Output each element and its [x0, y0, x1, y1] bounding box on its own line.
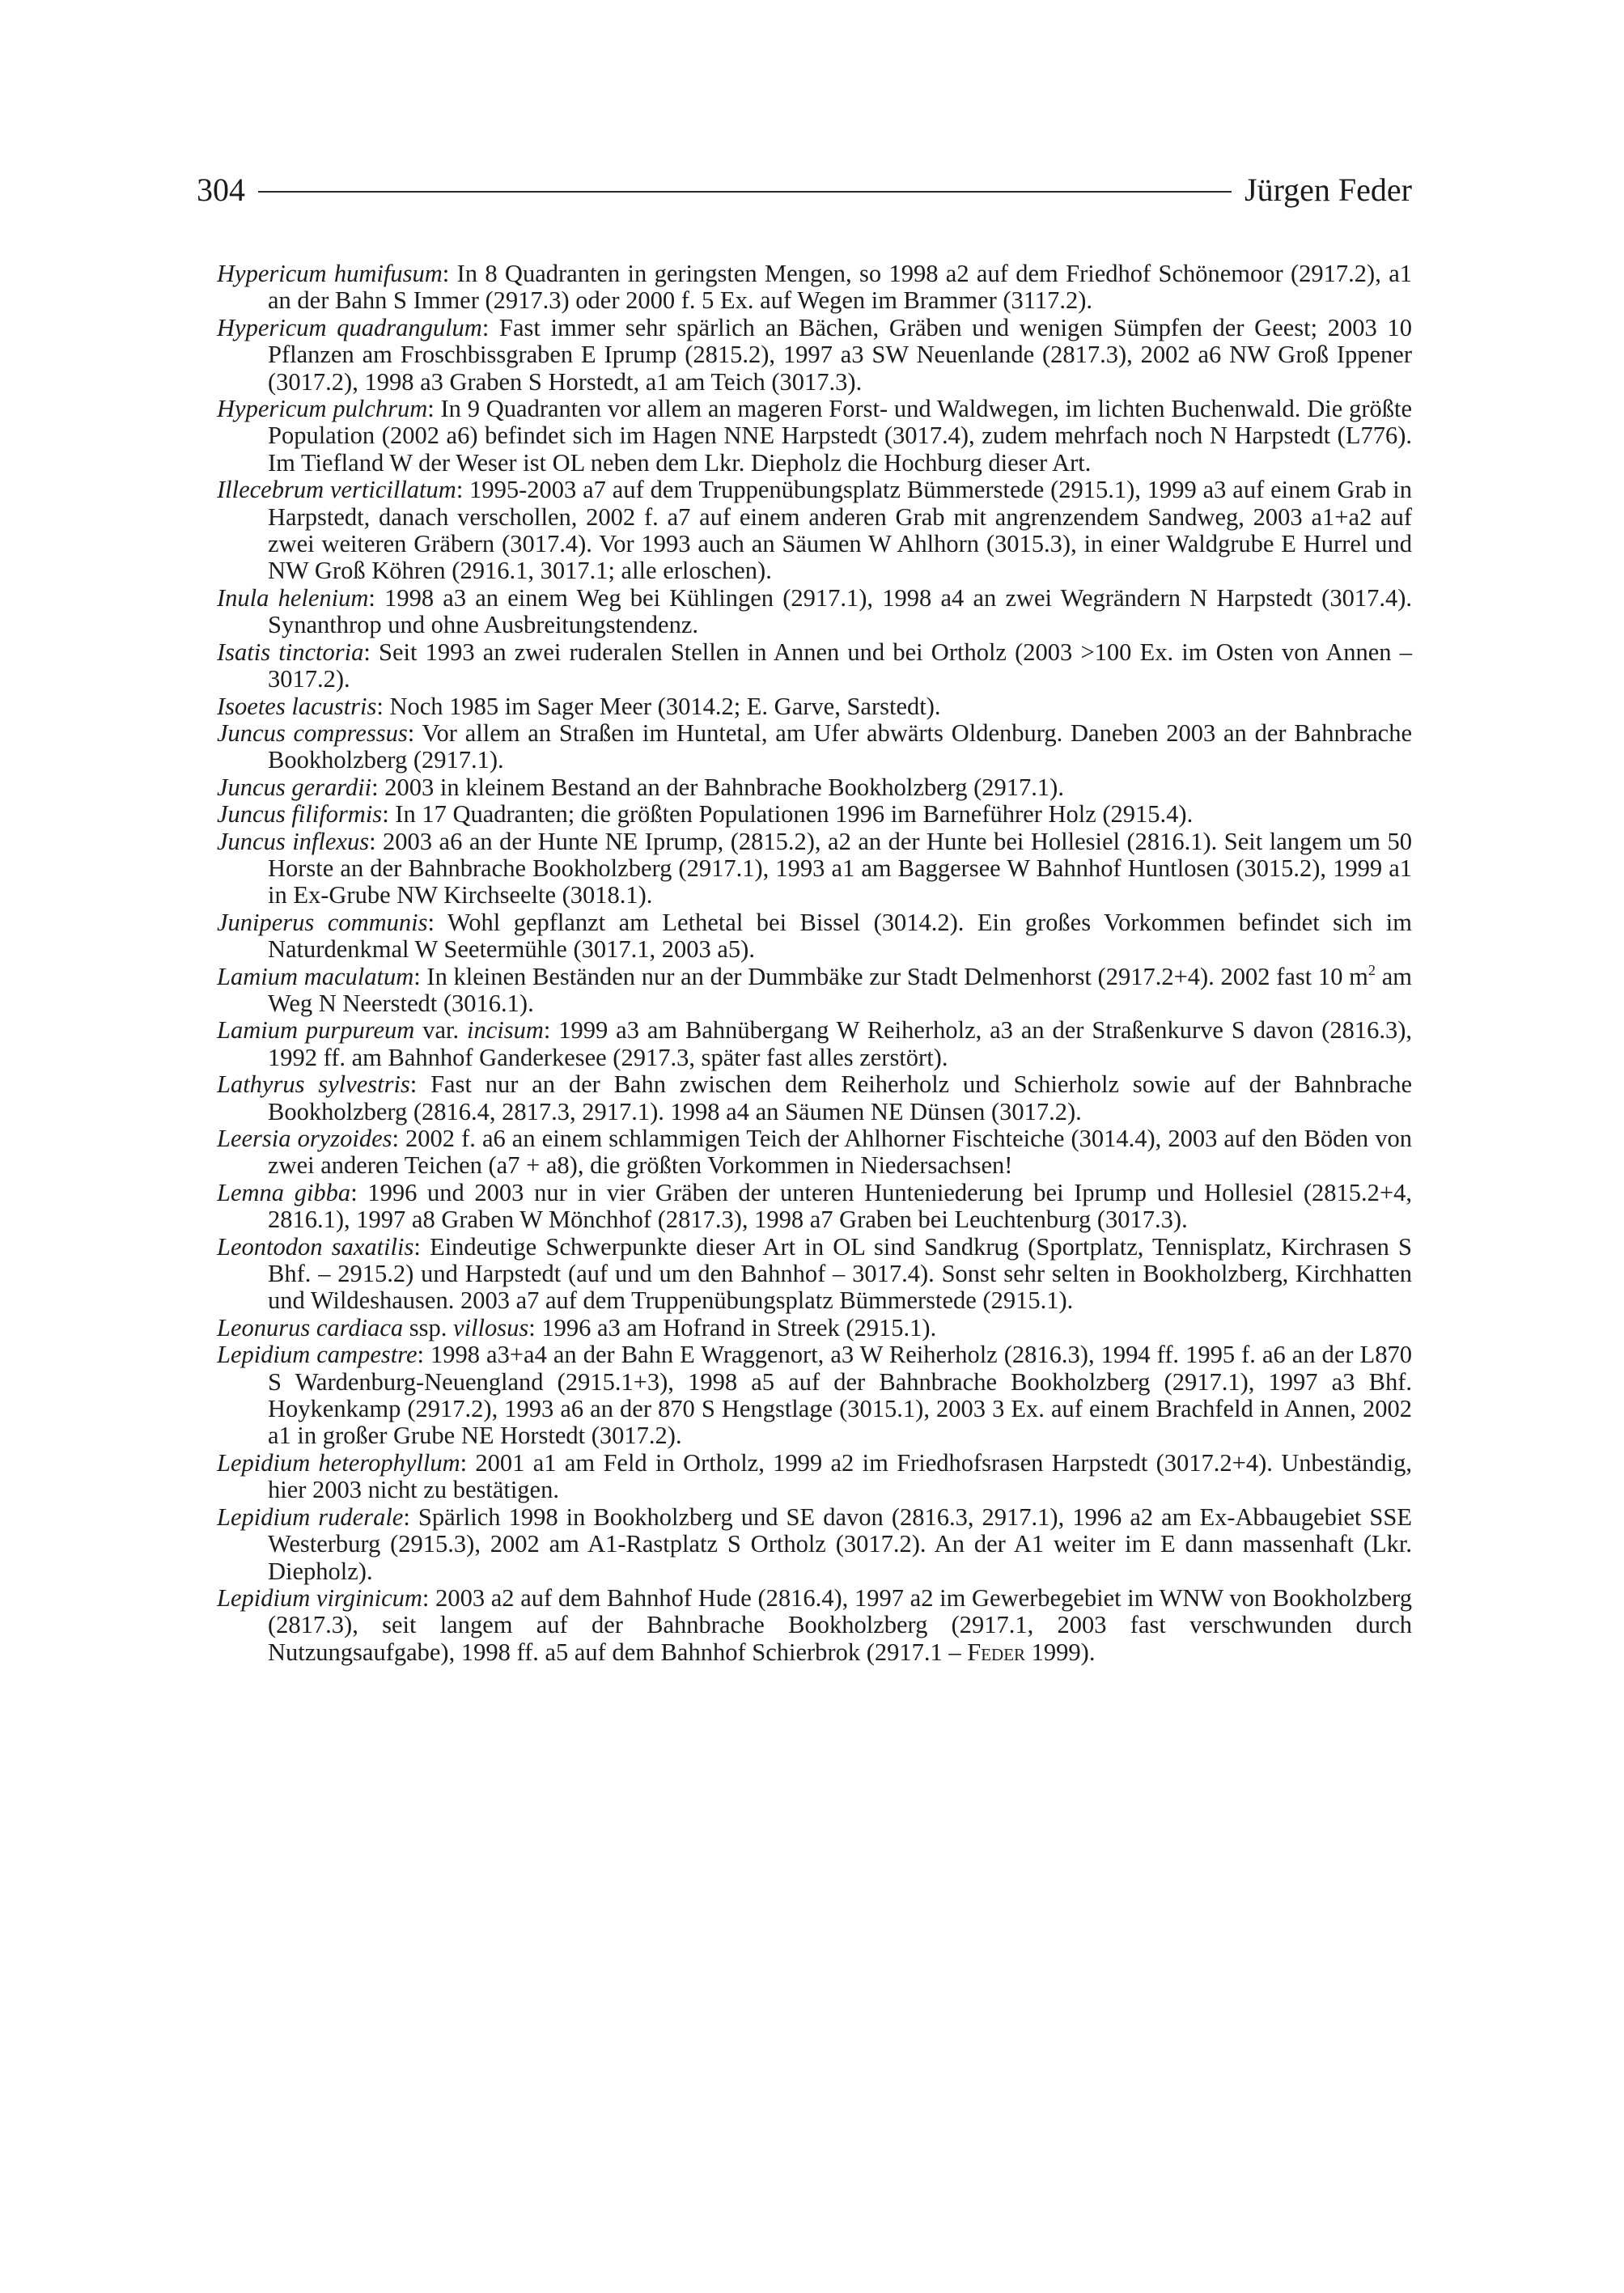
taxon-name: Lathyrus sylvestris: [217, 1070, 410, 1099]
entry-text: : 1996 und 2003 nur in vier Gräben der unteren Hunteniederung bei Iprump und Hollesiel (2815.2+4, 2816.1), 1997 a8 Graben W Mönchhof (2817.3), 1998 a7 Graben bei Leuchtenburg (3017.3).: [268, 1178, 1413, 1234]
infraspecific-name: incisum: [467, 1016, 544, 1045]
entry-text: : 1998 a3+a4 an der Bahn E Wraggenort, a3 W Reiherholz (2816.3), 1994 ff. 1995 f. a6 an der L870 S Wardenburg-Neuengland (2915.1+3), 1998 a5 auf der Bahnbrache Bookholzberg (2917.1), 1997 a3 Bhf. Hoykenkamp (2917.2), 1993 a6 an der 870 S Hengstlage (3015.1), 2003 3 Ex. auf einem Brachfeld in Annen, 2002 a1 in großer Grube NE Horstedt (3017.2).: [268, 1341, 1412, 1450]
species-entry: [217, 1450, 1412, 1504]
species-entry: [217, 639, 1412, 693]
entry-text-continued: am Weg N Neerstedt (3016.1).: [268, 962, 1412, 1017]
running-head-author: Jürgen Feder: [1245, 172, 1412, 208]
entry-text: : Wohl gepflanzt am Lethetal bei Bissel (3014.2). Ein großes Vorkommen befindet sich im Naturdenkmal W Seetermühle (3017.1, 2003 a5).: [268, 908, 1412, 964]
rank-label: ssp.: [403, 1313, 454, 1341]
species-entry: [217, 315, 1412, 396]
entry-text: : 2003 a2 auf dem Bahnhof Hude (2816.4), 1997 a2 im Gewerbegebiet im WNW von Bookholzberg (2817.3), seit langem auf der Bahnbrache Bookholzberg (2917.1, 2003 fast verschwunden durch Nutzungsaufgabe), 1998 ff. a5 auf dem Bahnhof Schierbrok (2917.1 –: [268, 1583, 1413, 1666]
page-number: 304: [197, 172, 245, 208]
species-entry: [217, 961, 1412, 1018]
taxon-name: Lamium purpureum: [217, 1016, 415, 1045]
taxon-name: Juncus filiformis: [217, 800, 383, 829]
species-entry: [217, 801, 1412, 828]
taxon-name: Lepidium ruderale: [217, 1503, 404, 1531]
species-entry: [217, 1180, 1412, 1234]
entry-text: : Vor allem an Straßen im Huntetal, am Ufer abwärts Oldenburg. Daneben 2003 an der Bahnbrache Bookholzberg (2917.1).: [268, 718, 1413, 774]
taxon-name: Hypericum quadrangulum: [217, 313, 482, 341]
rank-label: var.: [414, 1016, 467, 1045]
page-header: [197, 166, 1412, 214]
species-entries: [217, 261, 1412, 1666]
entry-text: : 2001 a1 am Feld in Ortholz, 1999 a2 im Friedhofsrasen Harpstedt (3017.2+4). Unbeständig, hier 2003 nicht zu bestätigen.: [268, 1448, 1412, 1504]
entry-text: : Fast nur an der Bahn zwischen dem Reiherholz und Schierholz sowie auf der Bahnbrache Bookholzberg (2816.4, 2817.3, 2917.1). 1998 a4 an Säumen NE Dünsen (3017.2).: [268, 1070, 1412, 1125]
taxon-name: Lamium maculatum: [217, 962, 414, 990]
taxon-name: Lepidium campestre: [217, 1341, 418, 1369]
entry-text: : Eindeutige Schwerpunkte dieser Art in OL sind Sandkrug (Sportplatz, Tennisplatz, Kirchrasen S Bhf. – 2915.2) und Harpstedt (auf und um den Bahnhof – 3017.4). Sonst sehr selten in Bookholzberg, Kirchhatten und Wildeshausen. 2003 a7 auf dem Truppenübungsplatz Bümmerstede (2915.1).: [268, 1232, 1412, 1315]
taxon-name: Hypericum humifusum: [217, 260, 443, 287]
taxon-name: Inula helenium: [217, 583, 369, 612]
taxon-name: Juncus compressus: [217, 718, 408, 747]
entry-text-continued: 1999).: [1025, 1638, 1096, 1666]
species-entry: [217, 1017, 1412, 1071]
species-entry: [217, 829, 1412, 909]
entry-text: : In 17 Quadranten; die größten Populationen 1996 im Barneführer Holz (2915.4).: [382, 800, 1194, 829]
entry-text: : 1998 a3 an einem Weg bei Kühlingen (2917.1), 1998 a4 an zwei Wegrändern N Harpstedt (3017.4). Synanthrop und ohne Ausbreitungstendenz.: [268, 583, 1412, 639]
entry-text: : Fast immer sehr spärlich an Bächen, Gräben und wenigen Sümpfen der Geest; 2003 10 Pflanzen am Froschbissgraben E Iprump (2815.2), 1997 a3 SW Neuenlande (2817.3), 2002 a6 NW Groß Ippener (3017.2), 1998 a3 Graben S Horstedt, a1 am Teich (3017.3).: [268, 313, 1412, 396]
superscript: 2: [1367, 961, 1376, 978]
taxon-name: Leersia oryzoides: [217, 1125, 392, 1152]
species-entry: [217, 1125, 1412, 1180]
taxon-name: Hypericum pulchrum: [217, 395, 428, 423]
entry-text: : Seit 1993 an zwei ruderalen Stellen in Annen und bei Ortholz (2003 >100 Ex. im Osten von Annen – 3017.2).: [268, 638, 1412, 693]
entry-text: : 2003 a6 an der Hunte NE Iprump, (2815.2), a2 an der Hunte bei Hollesiel (2816.1). Seit langem um 50 Horste an der Bahnbrache Bookholzberg (2917.1), 1993 a1 am Baggersee W Bahnhof Huntlosen (3015.2), 1999 a1 in Ex-Grube NW Kirchseelte (3018.1).: [268, 827, 1413, 909]
taxon-name: Juniperus communis: [217, 908, 428, 936]
taxon-name: Leonurus cardiaca: [217, 1313, 404, 1341]
author-citation: Feder: [967, 1638, 1026, 1666]
species-entry: [217, 1585, 1412, 1666]
species-entry: [217, 396, 1412, 477]
header-rule: [258, 191, 1232, 193]
taxon-name: Juncus gerardii: [217, 773, 372, 801]
taxon-name: Lepidium heterophyllum: [217, 1448, 460, 1477]
species-entry: [217, 774, 1412, 801]
entry-text: : In 9 Quadranten vor allem an mageren Forst- und Waldwegen, im lichten Buchenwald. Die größte Population (2002 a6) befindet sich im Hagen NNE Harpstedt (3017.4), zudem mehrfach noch N Harpstedt (L776). Im Tiefland W der Weser ist OL neben dem Lkr. Diepholz die Hochburg dieser Art.: [268, 395, 1412, 477]
taxon-name: Isoetes lacustris: [217, 692, 377, 720]
species-entry: [217, 1071, 1412, 1125]
entry-text: : 2002 f. a6 an einem schlammigen Teich der Ahlhorner Fischteiche (3014.4), 2003 auf den Böden von zwei anderen Teichen (a7 + a8), die größten Vorkommen in Niedersachsen!: [268, 1125, 1412, 1180]
entry-text: : In kleinen Beständen nur an der Dummbäke zur Stadt Delmenhorst (2917.2+4). 2002 fast 10 m: [413, 962, 1368, 990]
species-entry: [217, 720, 1412, 774]
species-entry: [217, 477, 1412, 585]
entry-text: : Noch 1985 im Sager Meer (3014.2; E. Garve, Sarstedt).: [376, 692, 941, 720]
taxon-name: Leontodon saxatilis: [217, 1232, 414, 1261]
entry-text: : 2003 in kleinem Bestand an der Bahnbrache Bookholzberg (2917.1).: [371, 773, 1064, 801]
species-entry: [217, 261, 1412, 315]
taxon-name: Lemna gibba: [217, 1178, 351, 1206]
infraspecific-name: villosus: [453, 1313, 529, 1341]
entry-text: : 1995-2003 a7 auf dem Truppenübungsplatz Bümmerstede (2915.1), 1999 a3 auf einem Grab in Harpstedt, danach verschollen, 2002 f. a7 auf einem anderen Grab mit angrenzendem Sandweg, 2003 a1+a2 auf zwei weiteren Gräbern (3017.4). Vor 1993 auch an Säumen W Ahlhorn (3015.3), in einer Waldgrube E Hurrel und NW Groß Köhren (2916.1, 3017.1; alle erloschen).: [268, 476, 1412, 585]
entry-text: : 1999 a3 am Bahnübergang W Reiherholz, a3 an der Straßenkurve S davon (2816.3), 1992 ff. am Bahnhof Ganderkesee (2917.3, später fast alles zerstört).: [268, 1016, 1412, 1071]
species-entry: [217, 1315, 1412, 1341]
species-entry: [217, 585, 1412, 639]
species-entry: [217, 1341, 1412, 1450]
entry-text: : Spärlich 1998 in Bookholzberg und SE davon (2816.3, 2917.1), 1996 a2 am Ex-Abbaugebiet SSE Westerburg (2915.3), 2002 am A1-Rastplatz S Ortholz (3017.2). An der A1 weiter im E dann massenhaft (Lkr. Diepholz).: [268, 1503, 1412, 1585]
taxon-name: Illecebrum verticillatum: [217, 476, 456, 504]
species-entry: [217, 909, 1412, 964]
taxon-name: Juncus inflexus: [217, 827, 370, 855]
entry-text: : 1996 a3 am Hofrand in Streek (2915.1).: [528, 1313, 937, 1341]
taxon-name: Isatis tinctoria: [217, 638, 364, 666]
entry-text: : In 8 Quadranten in geringsten Mengen, so 1998 a2 auf dem Friedhof Schönemoor (2917.2), a1 an der Bahn S Immer (2917.3) oder 2000 f. 5 Ex. auf Wegen im Brammer (3117.2).: [268, 260, 1412, 315]
species-entry: [217, 693, 1412, 720]
species-entry: [217, 1504, 1412, 1585]
taxon-name: Lepidium virginicum: [217, 1583, 422, 1612]
species-entry: [217, 1234, 1412, 1315]
